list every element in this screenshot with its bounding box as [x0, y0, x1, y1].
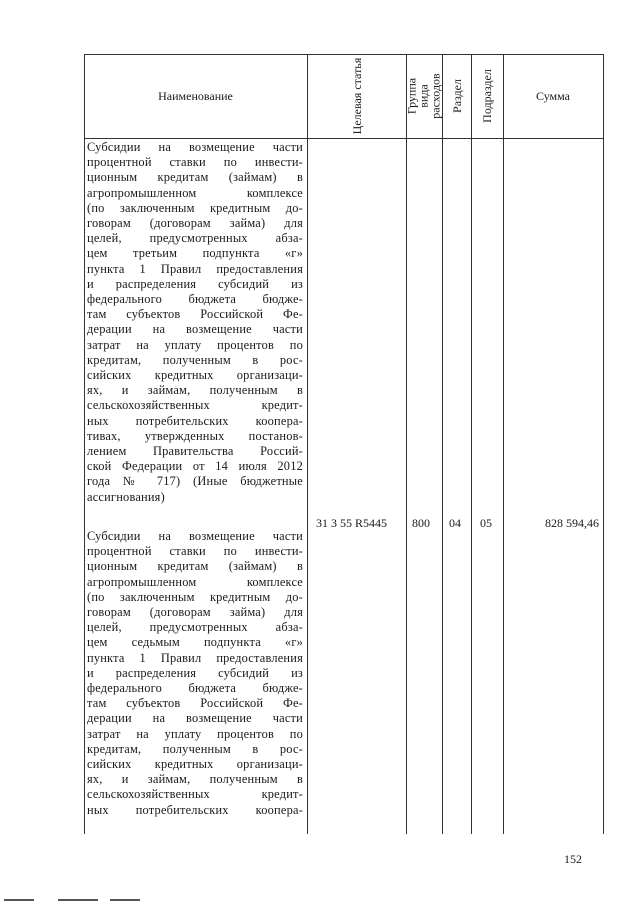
header-subsection: Подраздел [480, 69, 495, 123]
header-group-cell [406, 54, 442, 138]
header-section: Раздел [449, 79, 464, 113]
col-border-left [84, 54, 85, 834]
header-target-cell [307, 54, 406, 138]
header-amount: Сумма [536, 88, 570, 103]
header-name-cell [84, 54, 307, 138]
row-1-name: Субсидии на возмещение части процентной ставки по инвести- ционным кредитам (займам) в агропромышленном комплексе (по заключенным кредитным до- говорам (договорам займа) для целей, предусмотренных абза- цем третьим подпункта «г» пункта 1 Правил предоставления и распределения субсидий из федерального бюджета бюдже- там субъектов Российской Фе- дерации на возмещение части затрат на уплату процентов по кредитам, полученным в рос- сийских кредитных организаци- ях, и займам, полученным в сельскохозяйственных кредит- ных потребительских коопера- тивах, утвержденных постанов- лением Правительства Россий- ской Федерации от 14 июля 2012 года № 717) (Иные бюджетные ассигнования) [87, 140, 303, 504]
header-bottom-border [84, 138, 604, 139]
col-border-group [442, 54, 443, 834]
row-1-subsection: 05 [480, 516, 492, 530]
col-border-target [406, 54, 407, 834]
row-1-section: 04 [449, 516, 461, 530]
col-border-name [307, 54, 308, 834]
scan-edge-artifact [0, 896, 640, 905]
header-target-article: Целевая статья [349, 57, 364, 135]
header-amount-cell [503, 54, 603, 138]
row-1-expense-group: 800 [412, 516, 430, 530]
header-subsection-cell [471, 54, 503, 138]
row-1-target-article: 31 3 55 R5445 [316, 516, 388, 530]
header-name: Наименование [158, 88, 233, 103]
header-expense-group: Группа вида расходов [405, 73, 443, 119]
col-border-right [603, 54, 604, 834]
page-number: 152 [564, 852, 582, 866]
budget-table [84, 54, 604, 834]
row-2-name: Субсидии на возмещение части процентной ставки по инвести- ционным кредитам (займам) в агропромышленном комплексе (по заключенным кредитным до- говорам (договорам займа) для целей, предусмотренных абза- цем седьмым подпункта «г» пункта 1 Правил предоставления и распределения субсидий из федерального бюджета бюдже- там субъектов Российской Фе- дерации на возмещение части затрат на уплату процентов по кредитам, полученным в рос- сийских кредитных организаци- ях, и займам, полученным в сельскохозяйственных кредит- ных потребительских коопера- [87, 529, 303, 817]
row-1-amount: 828 594,46 [545, 516, 599, 530]
header-section-cell [442, 54, 471, 138]
col-border-section [471, 54, 472, 834]
col-border-subsection [503, 54, 504, 834]
